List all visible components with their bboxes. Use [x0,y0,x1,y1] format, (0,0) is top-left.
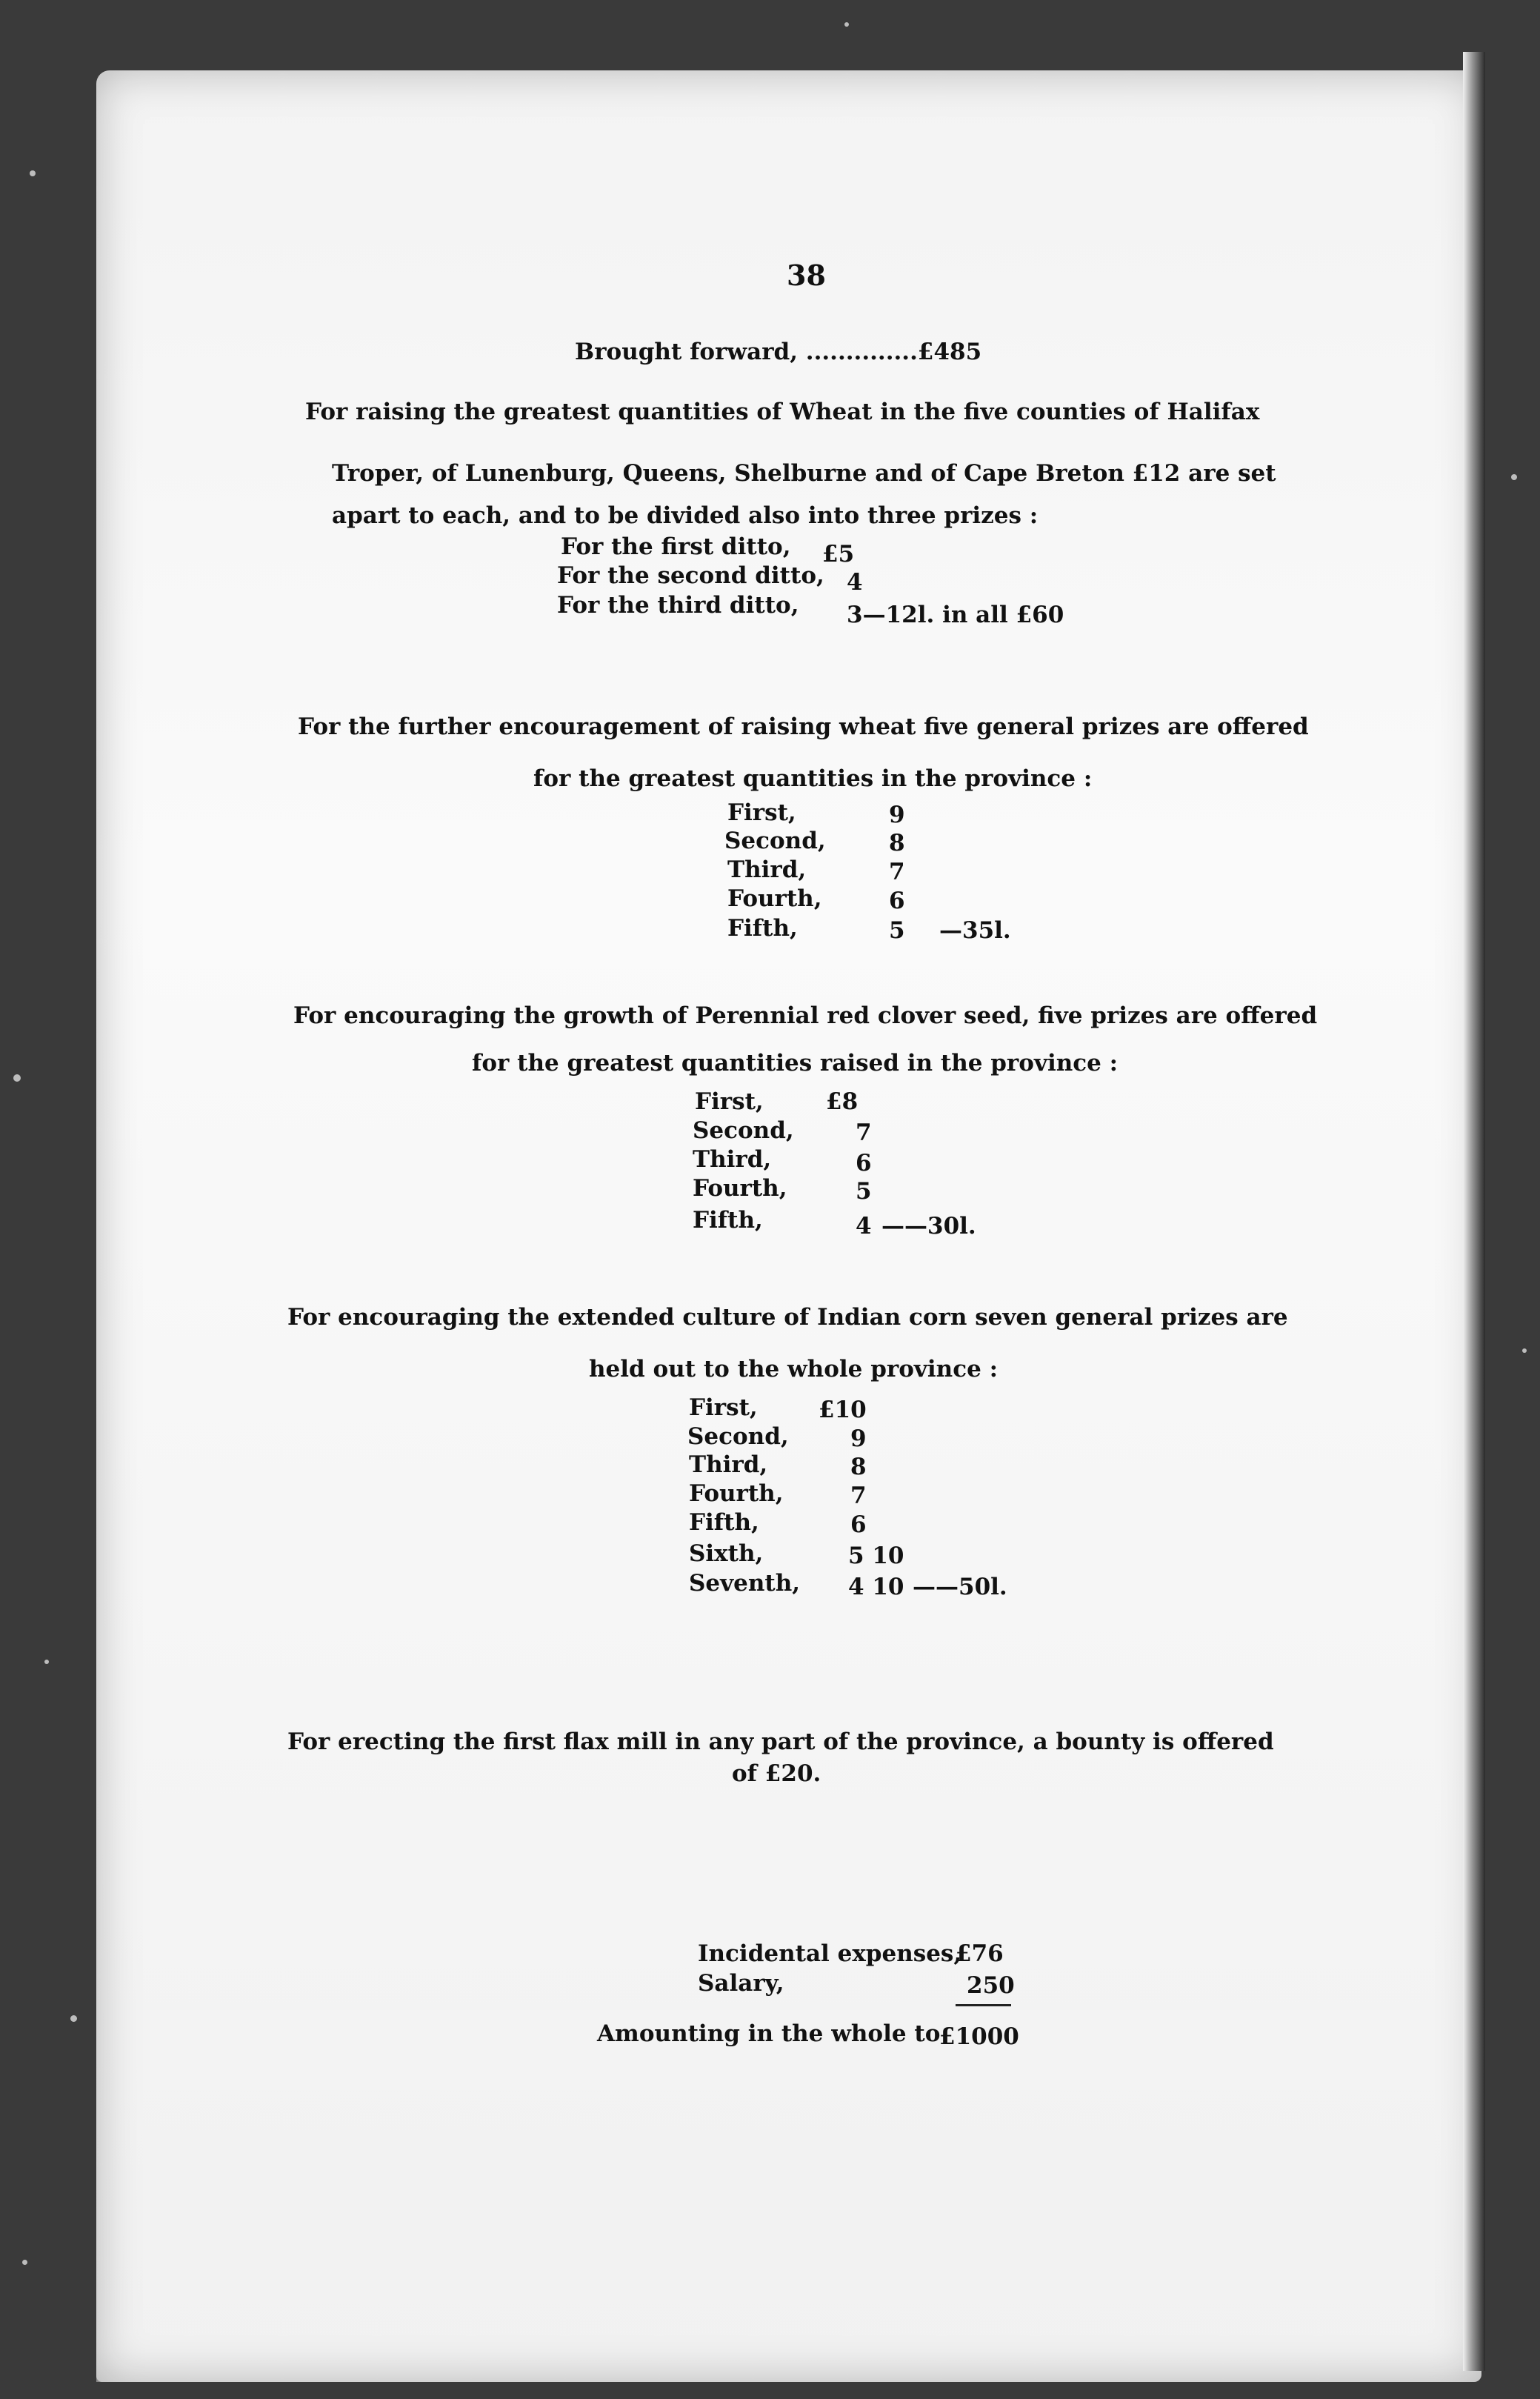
prize-label: Third, [689,1451,768,1478]
prize-label: First, [689,1394,758,1421]
prize-label: Fourth, [693,1175,787,1202]
prize-amount: 6 [856,1150,872,1177]
prize-label: For the first ditto, [561,533,791,560]
prize-label: Fifth, [693,1207,763,1234]
prize-amount: 6 [850,1511,867,1538]
prize-amount: 5 [889,917,905,944]
brought-forward: Brought forward, ..............£485 [575,339,982,365]
prize-label: Second, [724,828,826,854]
prize-amount: 5 [856,1178,872,1205]
prize-amount: 3—12l. in all £60 [847,602,1064,628]
prize-amount: 4 10 [848,1574,904,1600]
total-label: Amounting in the whole to [597,2020,941,2047]
incidental-expenses-label: Incidental expenses, [698,1940,962,1967]
prize-label: Fourth, [727,885,822,912]
prize-label: Third, [727,856,807,883]
salary-label: Salary, [698,1970,784,1997]
prize-amount: 4 [856,1213,872,1240]
section-intro-line: apart to each, and to be divided also into three prizes : [332,502,1039,529]
section-intro-line: For encouraging the extended culture of Indian corn seven general prizes are [287,1304,1288,1331]
prize-label: Second, [693,1117,794,1144]
prize-amount: 7 [850,1483,867,1509]
prize-label: For the third ditto, [557,592,799,619]
salary-amount: 250 [967,1972,1015,1999]
prize-amount: 8 [850,1454,867,1480]
section-intro-line: held out to the whole province : [589,1356,999,1382]
section-intro-line: For erecting the first flax mill in any part of the province, a bounty is offered [287,1728,1274,1755]
page-right-edge [1463,52,1485,2371]
prize-amount: 9 [889,802,905,828]
incidental-expenses-amount: £76 [956,1940,1004,1967]
prize-total: ——30l. [881,1213,976,1240]
prize-label: Sixth, [689,1540,764,1567]
section-intro-line: Troper, of Lunenburg, Queens, Shelburne and of Cape Breton £12 are set [332,460,1276,487]
prize-label: Seventh, [689,1570,801,1597]
prize-amount: 7 [889,859,905,885]
prize-amount: 4 [847,569,863,596]
prize-label: Second, [687,1423,789,1450]
prize-amount: 6 [889,888,905,914]
total-amount: £1000 [939,2023,1019,2050]
prize-amount: £5 [822,541,855,568]
prize-label: Fifth, [727,915,798,942]
section-intro-line: for the greatest quantities in the province : [533,765,1093,792]
prize-amount: £10 [819,1397,867,1423]
prize-label: First, [727,799,796,826]
prize-amount: 5 10 [848,1543,904,1569]
prize-amount: 7 [856,1119,872,1146]
prize-label: For the second ditto, [557,562,824,589]
page-number: 38 [787,259,826,292]
section-intro-line: For raising the greatest quantities of Wheat in the five counties of Halifax [305,399,1260,425]
section-intro-line: For the further encouragement of raising wheat five general prizes are offered [298,713,1309,740]
prize-label: Third, [693,1146,772,1173]
section-intro-line: For encouraging the growth of Perennial red clover seed, five prizes are offered [293,1002,1318,1029]
prize-label: Fifth, [689,1509,759,1536]
prize-total: ——50l. [913,1574,1007,1600]
prize-amount: £8 [826,1088,859,1115]
prize-label: Fourth, [689,1480,784,1507]
prize-amount: 9 [850,1425,867,1452]
section-intro-line: of £20. [732,1760,821,1787]
prize-label: First, [695,1088,764,1115]
sum-rule [956,2004,1011,2006]
prize-total: —35l. [939,917,1011,944]
section-intro-line: for the greatest quantities raised in the province : [472,1050,1119,1077]
prize-amount: 8 [889,830,905,856]
